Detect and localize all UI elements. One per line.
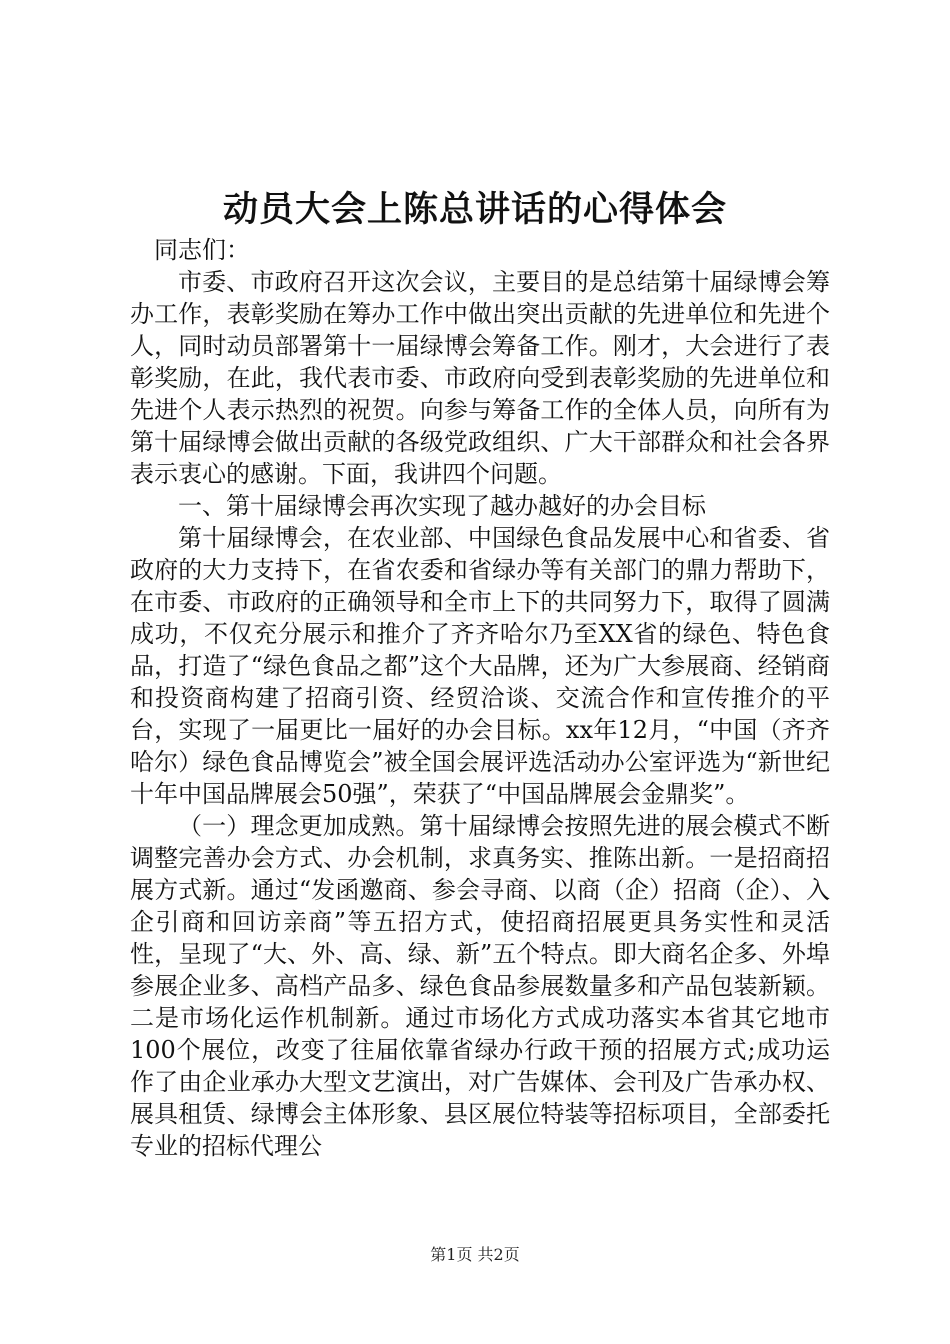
paragraph-intro: 市委、市政府召开这次会议，主要目的是总结第十届绿博会筹办工作，表彰奖励在筹办工作中做出突出贡献的先进单位和先进个人，同时动员部署第十一届绿博会筹备工作。刚才，大会进行了表彰奖励，在此，我代表市委、市政府向受到表彰奖励的先进单位和先进个人表示热烈的祝贺。向参与筹备工作的全体人员，向所有为第十届绿博会做出贡献的各级党政组织、广大干部群众和社会各界表示衷心的感谢。下面，我讲四个问题。: [130, 268, 830, 488]
salutation: 同志们：: [154, 236, 250, 264]
document-body: [130, 234, 830, 1162]
document-title: 动员大会上陈总讲话的心得体会: [222, 189, 727, 230]
paragraph-achievements: 第十届绿博会，在农业部、中国绿色食品发展中心和省委、省政府的大力支持下，在省农委和省绿办等有关部门的鼎力帮助下，在市委、市政府的正确领导和全市上下的共同努力下，取得了圆满成功，不仅充分展示和推介了齐齐哈尔乃至XX省的绿色、特色食品，打造了“绿色食品之都”这个大品牌，还为广大参展商、经销商和投资商构建了招商引资、经贸洽谈、交流合作和宣传推介的平台，实现了一届更比一届好的办会目标。xx年12月，“中国（齐齐哈尔）绿色食品博览会”被全国会展评选活动办公室评选为“新世纪十年中国品牌展会50强”，荣获了“中国品牌展会金鼎奖”。: [130, 524, 830, 808]
paragraph-concept: （一）理念更加成熟。第十届绿博会按照先进的展会模式不断调整完善办会方式、办会机制，求真务实、推陈出新。一是招商招展方式新。通过“发函邀商、参会寻商、以商（企）招商（企）、入企引商和回访亲商”等五招方式，使招商招展更具务实性和灵活性，呈现了“大、外、高、绿、新”五个特点。即大商名企多、外埠参展企业多、高档产品多、绿色食品参展数量多和产品包装新颖。二是市场化运作机制新。通过市场化方式成功落实本省其它地市100个展位，改变了往届依靠省绿办行政干预的招展方式;成功运作了由企业承办大型文艺演出，对广告媒体、会刊及广告承办权、展具租赁、绿博会主体形象、县区展位特装等招标项目，全部委托专业的招标代理公: [130, 812, 830, 1160]
section-heading-1: 一、第十届绿博会再次实现了越办越好的办会目标: [178, 492, 706, 520]
page-number-footer: 第1页 共2页: [430, 1245, 520, 1264]
